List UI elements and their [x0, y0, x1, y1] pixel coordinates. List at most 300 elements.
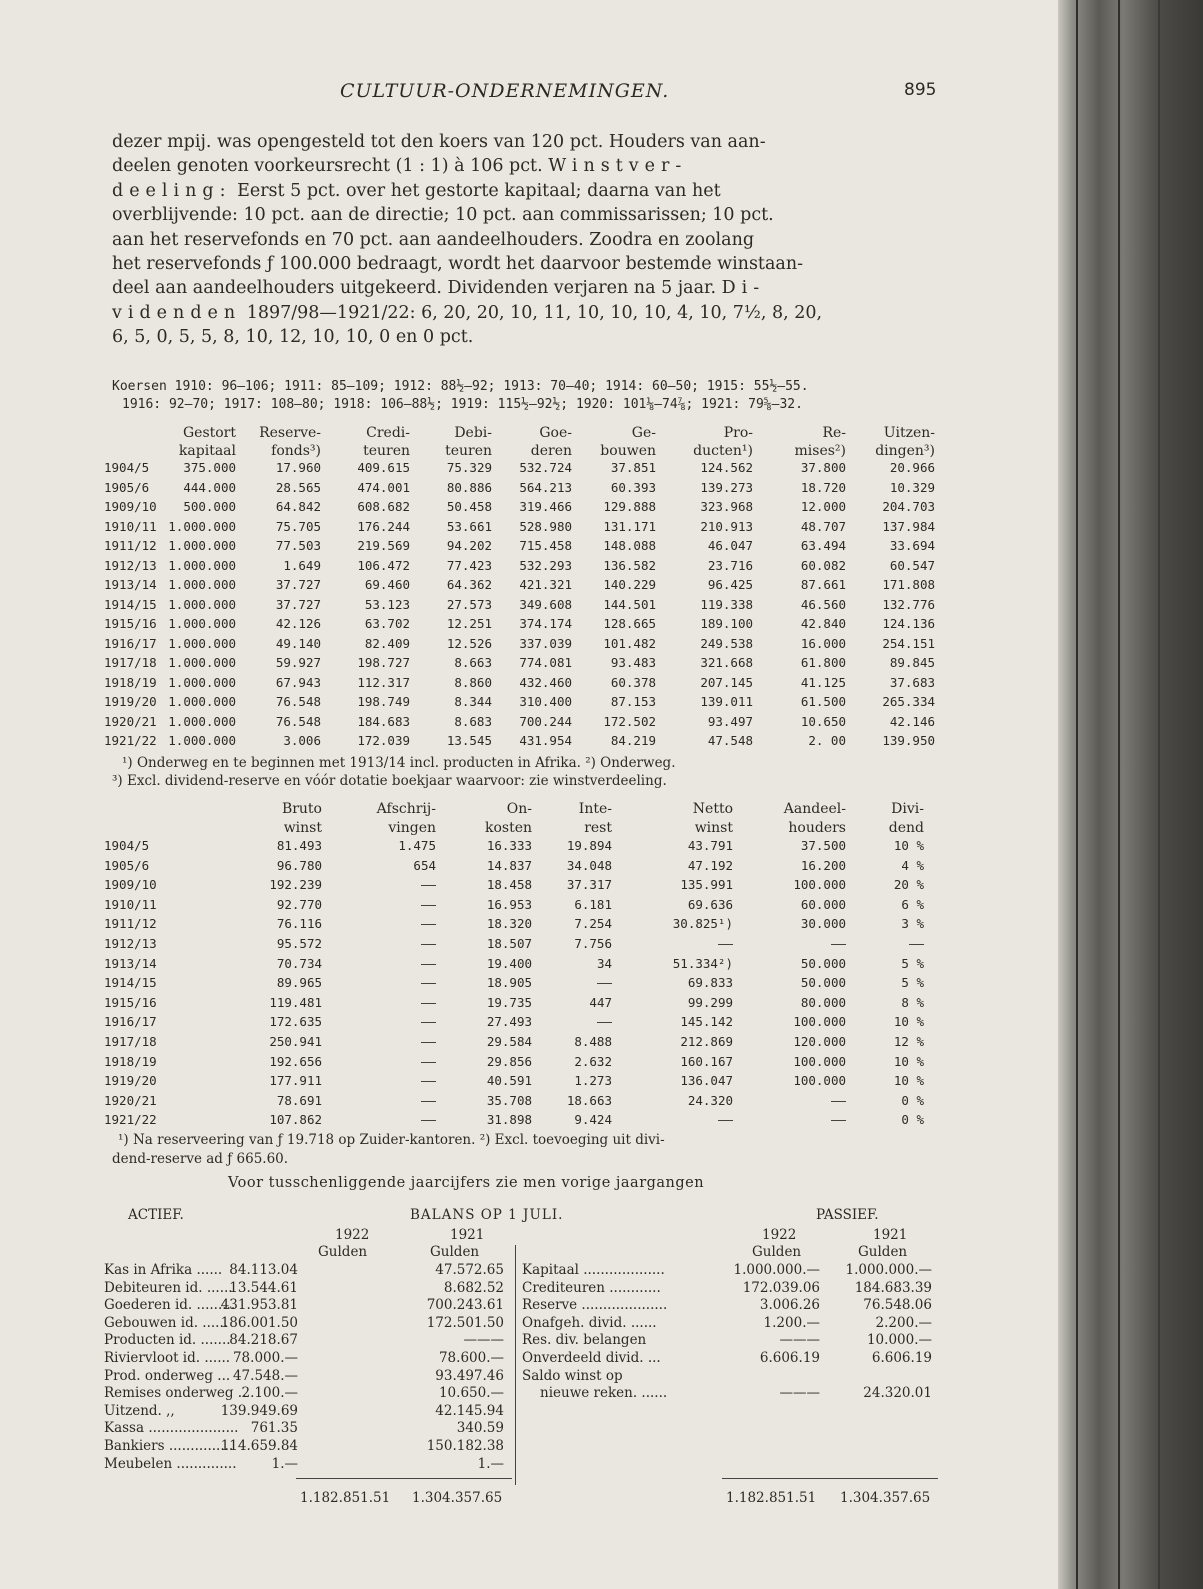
value-cell: 349.608 — [519, 596, 572, 612]
year-cell: 1911/12 — [104, 916, 157, 932]
passiva-label: Saldo winst op — [522, 1367, 623, 1384]
running-title: CULTUUR-ONDERNEMINGEN. — [340, 80, 670, 102]
value-cell: 136.047 — [680, 1073, 733, 1089]
value-cell: 184.683 — [357, 713, 410, 729]
table-row — [104, 975, 954, 993]
value-cell: 171.808 — [882, 577, 935, 592]
value-cell: 47.548 — [707, 733, 753, 748]
value-cell: 14.837 — [486, 857, 532, 873]
table2-col-header: On- — [506, 801, 532, 817]
value-cell: 10 % — [893, 1053, 924, 1069]
table1-col-header: mises²) — [794, 443, 846, 459]
value-cell: 250.941 — [269, 1034, 322, 1049]
value-cell: 131.171 — [603, 518, 656, 534]
passiva-1922: ——— — [779, 1385, 820, 1402]
value-cell: 207.145 — [700, 674, 753, 690]
value-cell: 1.000.000 — [168, 557, 236, 573]
value-cell: 0 % — [901, 1112, 924, 1128]
year-cell: 1918/19 — [104, 1053, 157, 1069]
year-cell: 1917/18 — [104, 1034, 157, 1049]
value-cell: 8.663 — [454, 655, 492, 670]
table-row — [104, 877, 954, 895]
value-cell: 137.984 — [882, 518, 935, 534]
table2-col-header: vingen — [388, 820, 436, 836]
passiva-1922: 1.200.— — [763, 1314, 820, 1331]
value-cell: 375.000 — [183, 460, 236, 475]
value-cell: 18.663 — [566, 1092, 612, 1108]
passief-label: PASSIEF. — [816, 1207, 879, 1223]
value-cell: 96.780 — [276, 857, 322, 873]
value-cell: 323.968 — [700, 499, 753, 514]
value-cell: 20.966 — [889, 460, 935, 475]
passiva-1921: 2.200.— — [875, 1314, 932, 1331]
value-cell: 7.756 — [574, 936, 612, 951]
value-cell: 18.507 — [486, 936, 532, 951]
value-cell: 59.927 — [275, 655, 321, 670]
value-cell: 51.334²) — [672, 955, 733, 971]
activa-row — [104, 1420, 514, 1437]
value-cell: 53.661 — [446, 518, 492, 534]
value-cell: 77.423 — [446, 557, 492, 573]
year-cell: 1913/14 — [104, 577, 157, 592]
activa-1922: 761.35 — [250, 1420, 298, 1437]
value-cell: 27.573 — [446, 596, 492, 612]
value-cell: 319.466 — [519, 499, 572, 514]
table-row — [104, 1054, 954, 1072]
value-cell: 23.716 — [707, 557, 753, 573]
table-row — [104, 956, 954, 974]
value-cell: 139.950 — [882, 733, 935, 748]
value-cell: 474.001 — [357, 479, 410, 495]
value-cell: 1.000.000 — [168, 635, 236, 651]
value-cell: 95.572 — [276, 936, 322, 951]
value-cell: 444.000 — [183, 479, 236, 495]
value-cell: —— — [420, 1092, 436, 1108]
value-cell: 5 % — [901, 955, 924, 971]
value-cell: 1.000.000 — [168, 733, 236, 748]
activa-1921: 10.650.— — [438, 1385, 504, 1402]
value-cell: 1.000.000 — [168, 538, 236, 553]
value-cell: 3.006 — [283, 733, 321, 748]
year-cell: 1909/10 — [104, 499, 157, 514]
activa-1921: 93.497.46 — [435, 1367, 504, 1384]
value-cell: 75.705 — [275, 518, 321, 534]
value-cell: 30.825¹) — [672, 916, 733, 932]
activa-row — [104, 1297, 514, 1314]
value-cell: 172.502 — [603, 713, 656, 729]
value-cell: 93.483 — [610, 655, 656, 670]
value-cell: —— — [420, 1112, 436, 1128]
value-cell: 3 % — [901, 916, 924, 932]
activa-row — [104, 1315, 514, 1332]
value-cell: 18.720 — [800, 479, 846, 495]
value-cell: 19.735 — [486, 994, 532, 1010]
value-cell: 500.000 — [183, 499, 236, 514]
passiva-1922: 6.606.19 — [759, 1350, 820, 1366]
activa-1921: 47.572.65 — [435, 1262, 504, 1278]
value-cell: 204.703 — [882, 499, 935, 514]
table-row — [104, 616, 954, 634]
table2-col-header: Bruto — [281, 801, 322, 817]
value-cell: 100.000 — [793, 1014, 846, 1030]
value-cell: 321.668 — [700, 655, 753, 670]
value-cell: 337.039 — [519, 635, 572, 651]
value-cell: 60.393 — [610, 479, 656, 495]
value-cell: 87.153 — [610, 694, 656, 709]
value-cell: 124.562 — [700, 460, 753, 475]
value-cell: 63.494 — [800, 538, 846, 553]
value-cell: 42.840 — [800, 616, 846, 631]
activa-label: Goederen id. ......... — [104, 1297, 236, 1314]
value-cell: —— — [420, 1014, 436, 1030]
value-cell: 31.898 — [486, 1112, 532, 1128]
value-cell: 9.424 — [574, 1112, 612, 1128]
value-cell: 145.142 — [680, 1014, 733, 1030]
value-cell: 198.749 — [357, 694, 410, 709]
activa-1922: 431.953.81 — [220, 1297, 298, 1314]
value-cell: —— — [717, 1112, 733, 1128]
table1-col-header: bouwen — [600, 443, 656, 459]
para-line: het reservefonds ƒ 100.000 bedraagt, wordt het daarvoor bestemde winstaan- — [112, 254, 804, 275]
value-cell: 1.000.000 — [168, 674, 236, 690]
value-cell: 532.293 — [519, 557, 572, 573]
activa-label: Prod. onderweg ... — [104, 1367, 231, 1384]
value-cell: 78.691 — [276, 1092, 322, 1108]
value-cell: 82.409 — [364, 635, 410, 651]
value-cell: 53.123 — [364, 596, 410, 612]
table-row — [104, 714, 954, 732]
table2-col-header: Aandeel- — [783, 801, 846, 817]
activa-label: Meubelen .............. — [104, 1455, 237, 1472]
value-cell: 432.460 — [519, 674, 572, 690]
value-cell: 198.727 — [357, 655, 410, 670]
value-cell: 608.682 — [357, 499, 410, 514]
table2-footnote: ¹) Na reserveering van ƒ 19.718 op Zuider-kantoren. ²) Excl. toevoeging uit divi- — [118, 1132, 665, 1148]
value-cell: 1.000.000 — [168, 577, 236, 592]
dividend-paragraph — [112, 130, 942, 350]
value-cell: 1.000.000 — [168, 694, 236, 709]
passiva-1922: ——— — [779, 1332, 820, 1349]
table-row — [104, 838, 954, 856]
value-cell: 700.244 — [519, 713, 572, 729]
value-cell: 50.000 — [800, 975, 846, 991]
table1-col-header: Reserve- — [259, 425, 321, 441]
passiva-row — [522, 1350, 932, 1367]
value-cell: 60.378 — [610, 674, 656, 690]
value-cell: 37.851 — [610, 460, 656, 475]
activa-1921: ——— — [463, 1332, 504, 1349]
table-row — [104, 1112, 954, 1130]
activa-label: Producten id. ....... — [104, 1332, 231, 1349]
value-cell: 532.724 — [519, 460, 572, 475]
passiva-1921: 10.000.— — [866, 1332, 932, 1349]
value-cell: 112.317 — [357, 674, 410, 690]
value-cell: 8.683 — [454, 713, 492, 729]
value-cell: 12 % — [893, 1034, 924, 1049]
value-cell: —— — [596, 975, 612, 991]
table2-col-header: dend — [888, 820, 924, 836]
year-cell: 1921/22 — [104, 733, 157, 748]
koersen-line: 1916: 92—70; 1917: 108—80; 1918: 106—88½; 1919: 115½—92½; 1920: 101⅛—74⅞; 1921: 79⅝—32. — [122, 397, 803, 412]
table-row — [104, 1034, 954, 1052]
value-cell: 144.501 — [603, 596, 656, 612]
year-1921-left: 1921 — [450, 1227, 485, 1243]
value-cell: 93.497 — [707, 713, 753, 729]
value-cell: 10.650 — [800, 713, 846, 729]
year-cell: 1910/11 — [104, 896, 157, 912]
table-row — [104, 460, 954, 478]
value-cell: 135.991 — [680, 877, 733, 893]
table1-footnote: ³) Excl. dividend-reserve en vóór dotatie boekjaar waarvoor: zie winstverdeeling. — [112, 773, 667, 789]
value-cell: 176.244 — [357, 518, 410, 534]
balance-divider — [515, 1245, 516, 1485]
value-cell: 1.000.000 — [168, 655, 236, 670]
value-cell: 2.632 — [574, 1053, 612, 1069]
activa-1922: 2.100.— — [241, 1385, 298, 1402]
table-row — [104, 1014, 954, 1032]
year-cell: 1914/15 — [104, 975, 157, 991]
activa-label: Uitzend. ,, — [104, 1402, 175, 1419]
value-cell: 99.299 — [687, 994, 733, 1010]
table1-col-header: Debi- — [454, 425, 492, 441]
activa-1921: 78.600.— — [438, 1350, 504, 1366]
total-1921-right: 1.304.357.65 — [840, 1490, 931, 1506]
value-cell: 8.488 — [574, 1034, 612, 1049]
value-cell: 192.239 — [269, 877, 322, 893]
value-cell: 37.317 — [566, 877, 612, 893]
activa-row — [104, 1438, 514, 1455]
activa-1922: 139.949.69 — [220, 1402, 298, 1419]
value-cell: 265.334 — [882, 694, 935, 709]
table2-col-header: winst — [283, 820, 322, 836]
value-cell: —— — [420, 994, 436, 1010]
value-cell: 67.943 — [275, 674, 321, 690]
table1-col-header: Re- — [822, 425, 846, 441]
table1-col-header: Goe- — [539, 425, 572, 441]
value-cell: 128.665 — [603, 616, 656, 631]
passiva-row — [522, 1315, 932, 1332]
value-cell: 16.953 — [486, 896, 532, 912]
value-cell: —— — [830, 936, 846, 951]
table-row — [104, 636, 954, 654]
para-line: deel aan aandeelhouders uitgekeerd. Dividenden verjaren na 5 jaar. Di- — [112, 278, 766, 299]
value-cell: 10 % — [893, 1014, 924, 1030]
value-cell: 60.000 — [800, 896, 846, 912]
value-cell: 310.400 — [519, 694, 572, 709]
balans-title: BALANS OP 1 JULI. — [410, 1207, 564, 1223]
unit-right-1: Gulden — [752, 1244, 802, 1260]
year-cell: 1904/5 — [104, 460, 150, 475]
value-cell: 84.219 — [610, 733, 656, 748]
value-cell: 17.960 — [275, 460, 321, 475]
value-cell: 172.635 — [269, 1014, 322, 1030]
table-row — [104, 558, 954, 576]
para-line: 6, 5, 0, 5, 5, 8, 10, 12, 10, 10, 0 en 0 pct. — [112, 327, 474, 348]
table1-col-header: deren — [530, 443, 572, 459]
activa-row — [104, 1280, 514, 1297]
passiva-1922: 1.000.000.— — [733, 1262, 820, 1278]
value-cell: 1.649 — [283, 557, 321, 573]
table-row — [104, 858, 954, 876]
value-cell: —— — [420, 1053, 436, 1069]
year-cell: 1905/6 — [104, 857, 150, 873]
table1-col-header: Gestort — [182, 425, 236, 441]
value-cell: 33.694 — [889, 538, 935, 553]
table2-footnote: dend-reserve ad ƒ 665.60. — [112, 1151, 289, 1167]
value-cell: —— — [420, 1073, 436, 1089]
value-cell: 212.869 — [680, 1034, 733, 1049]
value-cell: 41.125 — [800, 674, 846, 690]
activa-1921: 150.182.38 — [426, 1438, 504, 1454]
value-cell: 8 % — [901, 994, 924, 1010]
value-cell: 80.886 — [446, 479, 492, 495]
value-cell: 29.856 — [486, 1053, 532, 1069]
para-line: dezer mpij. was opengesteld tot den koers van 120 pct. Houders van aan- — [112, 132, 766, 152]
year-cell: 1917/18 — [104, 655, 157, 670]
value-cell: 24.320 — [687, 1092, 733, 1108]
year-cell: 1912/13 — [104, 557, 157, 573]
activa-1921: 700.243.61 — [426, 1297, 504, 1314]
page-number: 895 — [904, 80, 937, 100]
value-cell: 100.000 — [793, 1053, 846, 1069]
year-1922-right: 1922 — [762, 1227, 797, 1243]
value-cell: 107.862 — [269, 1112, 322, 1128]
passiva-label: Crediteuren ............ — [522, 1279, 661, 1296]
value-cell: 64.362 — [446, 577, 492, 592]
value-cell: 136.582 — [603, 557, 656, 573]
value-cell: 89.965 — [276, 975, 322, 991]
value-cell: 1.000.000 — [168, 596, 236, 612]
passiva-row — [522, 1385, 932, 1402]
value-cell: 40.591 — [486, 1073, 532, 1089]
value-cell: 80.000 — [800, 994, 846, 1010]
year-cell: 1918/19 — [104, 674, 157, 690]
value-cell: 13.545 — [446, 733, 492, 748]
table-row — [104, 538, 954, 556]
value-cell: 129.888 — [603, 499, 656, 514]
value-cell: 192.656 — [269, 1053, 322, 1069]
value-cell: —— — [830, 1092, 846, 1108]
table-row — [104, 499, 954, 517]
passiva-label: Onafgeh. divid. ...... — [522, 1314, 657, 1331]
value-cell: 43.791 — [687, 838, 733, 853]
value-cell: 30.000 — [800, 916, 846, 932]
value-cell: —— — [830, 1112, 846, 1128]
value-cell: 35.708 — [486, 1092, 532, 1108]
total-1922-right: 1.182.851.51 — [726, 1490, 817, 1506]
table-row — [104, 1093, 954, 1111]
activa-label: Remises onderweg .. — [104, 1385, 247, 1402]
year-cell: 1921/22 — [104, 1112, 157, 1128]
value-cell: 100.000 — [793, 877, 846, 893]
activa-1922: 84.218.67 — [229, 1332, 298, 1349]
value-cell: 1.000.000 — [168, 616, 236, 631]
value-cell: 69.636 — [687, 896, 733, 912]
value-cell: 10 % — [893, 1073, 924, 1089]
year-cell: 1920/21 — [104, 1092, 157, 1108]
year-cell: 1911/12 — [104, 538, 157, 553]
table2-col-header: kosten — [484, 820, 532, 836]
value-cell: 47.192 — [687, 857, 733, 873]
table-row — [104, 936, 954, 954]
value-cell: 1.475 — [398, 838, 436, 853]
table-row — [104, 995, 954, 1013]
value-cell: 60.082 — [800, 557, 846, 573]
value-cell: 61.500 — [800, 694, 846, 709]
actief-label: ACTIEF. — [128, 1207, 184, 1223]
year-cell: 1905/6 — [104, 479, 150, 495]
activa-row — [104, 1385, 514, 1402]
value-cell: 119.481 — [269, 994, 322, 1010]
value-cell: 75.329 — [446, 460, 492, 475]
table-row — [104, 597, 954, 615]
activa-1921: 42.145.94 — [435, 1402, 504, 1419]
passiva-label: Res. div. belangen — [522, 1332, 647, 1349]
table-row — [104, 733, 954, 751]
value-cell: —— — [420, 877, 436, 893]
value-cell: 96.425 — [707, 577, 753, 592]
year-cell: 1912/13 — [104, 936, 157, 951]
value-cell: 19.894 — [566, 838, 612, 853]
table2-col-header: Afschrij- — [376, 801, 436, 817]
passiva-row — [522, 1332, 932, 1349]
value-cell: —— — [908, 936, 924, 951]
year-cell: 1904/5 — [104, 838, 150, 853]
koersen-block — [112, 378, 809, 414]
table-row — [104, 897, 954, 915]
activa-1922: 84.113.04 — [229, 1262, 298, 1278]
value-cell: 60.547 — [889, 557, 935, 573]
value-cell: 37.683 — [889, 674, 935, 690]
value-cell: 1.000.000 — [168, 518, 236, 534]
value-cell: —— — [420, 1034, 436, 1049]
total-1922-left: 1.182.851.51 — [300, 1490, 391, 1506]
table2-col-header: rest — [584, 820, 612, 836]
value-cell: 101.482 — [603, 635, 656, 651]
passiva-1921: 24.320.01 — [863, 1385, 932, 1402]
passiva-row — [522, 1297, 932, 1314]
value-cell: 29.584 — [486, 1034, 532, 1049]
value-cell: 42.126 — [275, 616, 321, 631]
value-cell: 76.548 — [275, 694, 321, 709]
value-cell: —— — [420, 975, 436, 991]
para-line: overblijvende: 10 pct. aan de directie; 10 pct. aan commissarissen; 10 pct. — [112, 205, 774, 226]
value-cell: 528.980 — [519, 518, 572, 534]
value-cell: 172.039 — [357, 733, 410, 748]
value-cell: 37.500 — [800, 838, 846, 853]
value-cell: 4 % — [901, 857, 924, 873]
total-1921-left: 1.304.357.65 — [412, 1490, 503, 1506]
passiva-label: Reserve .................... — [522, 1297, 668, 1314]
activa-label: Gebouwen id. ...... — [104, 1314, 229, 1331]
value-cell: 254.151 — [882, 635, 935, 651]
passiva-1921: 76.548.06 — [863, 1297, 932, 1314]
value-cell: 120.000 — [793, 1034, 846, 1049]
value-cell: 106.472 — [357, 557, 410, 573]
value-cell: 76.548 — [275, 713, 321, 729]
value-cell: 421.321 — [519, 577, 572, 592]
activa-1922: 1.— — [271, 1455, 298, 1472]
para-line: deeling: Eerst 5 pct. over het gestorte kapitaal; daarna van het — [112, 180, 721, 201]
passiva-label: nieuwe reken. ...... — [540, 1385, 668, 1402]
value-cell: 37.727 — [275, 577, 321, 592]
value-cell: —— — [420, 955, 436, 971]
table2-col-header: Inte- — [578, 801, 612, 817]
value-cell: 1.000.000 — [168, 713, 236, 729]
activa-row — [104, 1368, 514, 1385]
value-cell: 87.661 — [800, 577, 846, 592]
value-cell: 28.565 — [275, 479, 321, 495]
